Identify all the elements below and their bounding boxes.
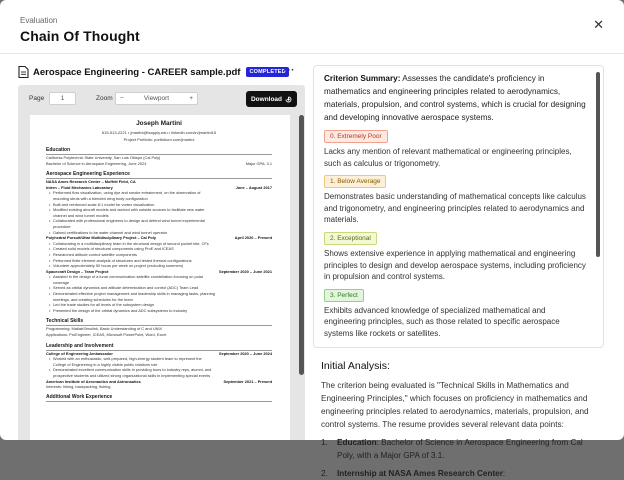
download-button[interactable] (246, 91, 297, 107)
resume-line: Applications: ProEngineer, ICEAS, Microsoft PowerPoint, Word, Excel (46, 332, 167, 338)
resume-bullet: • Presented the design of the orbital dynamics and ADC subsystems to industry (46, 308, 272, 314)
resume-bullet: • Performed finite element analysis of structures and tested thermal configurations (46, 258, 272, 264)
resume-name: Joseph Martini (136, 120, 182, 127)
initial-analysis (321, 360, 601, 480)
resume-line: California Polytechnic State University, San Luis Obispo (Cal Poly) (46, 155, 161, 160)
resume-page (30, 115, 290, 440)
resume-bullet-cont: channel and wind tunnel models (53, 212, 109, 218)
resume-bullet-cont: College of Engineering in a highly visible public relations role (53, 361, 158, 367)
criterion-summary (324, 72, 589, 124)
rubric-level-description: Lacks any mention of relevant mathematical or engineering principles, such as calculus or trigonometry. (324, 147, 572, 168)
resume-bullet: • Collaborating in a multidisciplinary team in the structural design of second pocket kite, CFs (46, 241, 272, 247)
resume-bullet: • Worked with an enthusiastic, well-prepared, high-energy student team to represent the (46, 356, 272, 362)
resume-degree: Bachelor of Science in Aerospace Engineering, June 2024 (46, 160, 147, 166)
criterion-label: Criterion Summary: (324, 74, 401, 83)
resume-section-heading: Aerospace Engineering Experience (46, 171, 272, 179)
resume-bullet: • Volunteer approximately 50 hours per week on project (excluding summers) (46, 263, 272, 269)
rubric-level-description: Exhibits advanced knowledge of specialized mathematical and engineering principles, such as those related to specific aerospace systems like rockets or satellites. (324, 305, 560, 338)
modal-title: Chain Of Thought (20, 28, 140, 44)
zoom-in-button[interactable]: + (189, 95, 193, 102)
resume-role: College of Engineering Ambassador (46, 350, 113, 356)
resume-role: American Institute of Aeronautics and Astronautics (46, 378, 141, 384)
list-item-label: Education (337, 438, 377, 447)
page-input[interactable] (49, 92, 76, 105)
rubric-level-badge: 3. Perfect (324, 289, 364, 302)
zoom-out-button[interactable]: − (120, 95, 124, 102)
analysis-list-item (321, 467, 601, 480)
resume-role: Spacecraft Design – Team Project (46, 268, 109, 274)
rubric-level-badge: 2. Exceptional (324, 232, 377, 245)
resume-bullet: • Researched altitude control satellite components (46, 252, 272, 258)
document-icon (18, 66, 29, 78)
list-item-label: Internship at NASA Ames Research Center (337, 469, 503, 478)
resume-portfolio: Project Portfolio: portfolium.com/jmartini (123, 137, 195, 142)
analysis-list-item (321, 436, 601, 462)
more-options-icon[interactable]: ··· (283, 65, 295, 76)
resume-section-heading: Technical Skills (46, 318, 272, 326)
resume-bullet: • Built and reinforced scale 8:1 model for vortex visualization (46, 202, 272, 208)
download-icon (285, 96, 292, 103)
download-label: Download (250, 95, 283, 103)
resume-line: NASA Ames Research Center – Moffett Field, CA (46, 179, 136, 185)
resume-dates: June – August 2017 (235, 184, 272, 190)
file-header (18, 65, 305, 79)
resume-dates: April 2020 – Present (234, 235, 272, 241)
analysis-intro: The criterion being evaluated is "Technical Skills in Mathematics and Engineering Principles," which focuses on proficiency in mathematics and engineering principles related to aerodynamics, materials, propulsion, and control systems. The resume provides several relevant data points: (321, 381, 589, 429)
resume-section-heading: Leadership and Involvement (46, 343, 272, 351)
analysis-title: Initial Analysis: (321, 360, 390, 372)
resume-dates: September 2020 – June 2024 (219, 350, 272, 356)
modal-subtitle: Evaluation (20, 16, 58, 25)
resume-bullet-cont: prospective students and utilized strong organizational skills in implementing special events (53, 373, 211, 378)
resume-bullet: • Modified existing aircraft models and worked with outside sources to facilitate new water (46, 207, 272, 213)
resume-bullet-cont: mounting struts with a blended wing body configuration (53, 195, 148, 201)
list-number: 2. (321, 469, 328, 478)
resume-bullet: • Created solid models of structural components using ProE and ICEAS (46, 246, 272, 252)
criterion-text: Assesses the candidate's proficiency in mathematics and engineering principles related to aerodynamics, materials, propulsion, and control systems, which is crucial for designing and developing innovative aerospace systems. (324, 74, 586, 122)
resume-bullet: • Gained certifications to be water channel and wind tunnel operator (46, 230, 272, 236)
resume-bullet: • Performed flow visualization, using dye and smoke entrainment, on the observation of (46, 190, 272, 196)
criterion-scrollbar[interactable] (596, 72, 600, 257)
resume-section-heading: Additional Work Experience (46, 394, 272, 402)
resume-role: Intern – Fluid Mechanics Laboratory (46, 184, 113, 190)
resume-line: Programming: MatlabSimulink, Basic Understanding of C and UNIX (46, 326, 163, 332)
resume-bullet: • Collaborated with professional engineers to design and defend wind tunnel experimental (46, 218, 272, 224)
resume-contact: 615-513-2221 • jmartini@tsapply.edu • linkedin.com/in/jmartini15 (101, 130, 217, 135)
zoom-label: Zoom (96, 95, 113, 102)
viewer-scrollbar[interactable] (299, 115, 304, 375)
resume-bullet: • Demonstrated effective project management and leadership skills in managing tasks, planning (46, 291, 272, 297)
list-item-text: : (502, 469, 506, 478)
rubric-level-description: Shows extensive experience in applying mathematical and engineering principles to design and develop aerospace systems, including proficiency in propulsion and control systems. (324, 248, 586, 282)
resume-bullet: • Served as orbital dynamics and attitude determination and control (ADC) Team Lead (46, 285, 272, 291)
resume-bullet: • Assisted in the design of a lunar communication satellite constellation focusing on polar (46, 274, 272, 280)
criterion-card (313, 65, 604, 348)
resume-bullet: • Demonstrated excellent communication skills in providing tours to industry reps, alumni, and (46, 367, 272, 373)
modal-header (20, 16, 140, 44)
analysis-pane (313, 60, 604, 478)
status-badge: COMPLETED (246, 67, 288, 77)
resume-role: Polyhedral Pursuit/Ultar Multidisciplinary Project – Cal Poly (46, 235, 157, 241)
zoom-control (115, 92, 198, 105)
page-value: 1 (60, 95, 65, 102)
resume-section-heading: Education (46, 147, 272, 155)
document-pane (18, 60, 305, 440)
list-number: 1. (321, 438, 328, 447)
pdf-viewer (18, 85, 305, 440)
rubric-level-description: Demonstrates basic understanding of mathematical concepts like calculus and trigonometry, and engineering principles related to aerodynamics and materials. (324, 192, 586, 225)
resume-gpa: Major GPA: 3.1 (245, 160, 272, 166)
viewer-toolbar (26, 91, 297, 107)
criterion-content (324, 72, 589, 340)
resume-bullet-cont: meetings, and creating schedules for the team (53, 296, 133, 302)
resume-dates: September 2020 – June 2021 (219, 268, 272, 274)
file-name: Aerospace Engineering - CAREER sample.pdf (33, 66, 241, 78)
resume-bullet-cont: coverage (53, 279, 70, 285)
resume-line: Interests: hiking, backpacking, fishing (46, 384, 111, 390)
resume-bullet-cont: procedure (53, 223, 71, 229)
rubric-levels (324, 124, 589, 340)
resume-line (46, 161, 272, 167)
resume-dates: September 2021 – Present (223, 378, 272, 384)
close-icon[interactable]: ✕ (593, 17, 604, 32)
analysis-list (321, 436, 601, 480)
rubric-level-badge: 1. Below Average (324, 175, 386, 188)
resume-bullet: • Led the trade studies for all levels of the subsystem design (46, 302, 272, 308)
list-item-text: : Bachelor of Science in Aerospace Engineering from Cal Poly, with a Major GPA of 3.1. (337, 438, 583, 460)
rubric-level-badge: 0. Extremely Poor (324, 130, 388, 143)
zoom-select[interactable]: Viewport (143, 95, 170, 102)
page-label: Page (29, 95, 45, 102)
header-divider (0, 53, 624, 54)
